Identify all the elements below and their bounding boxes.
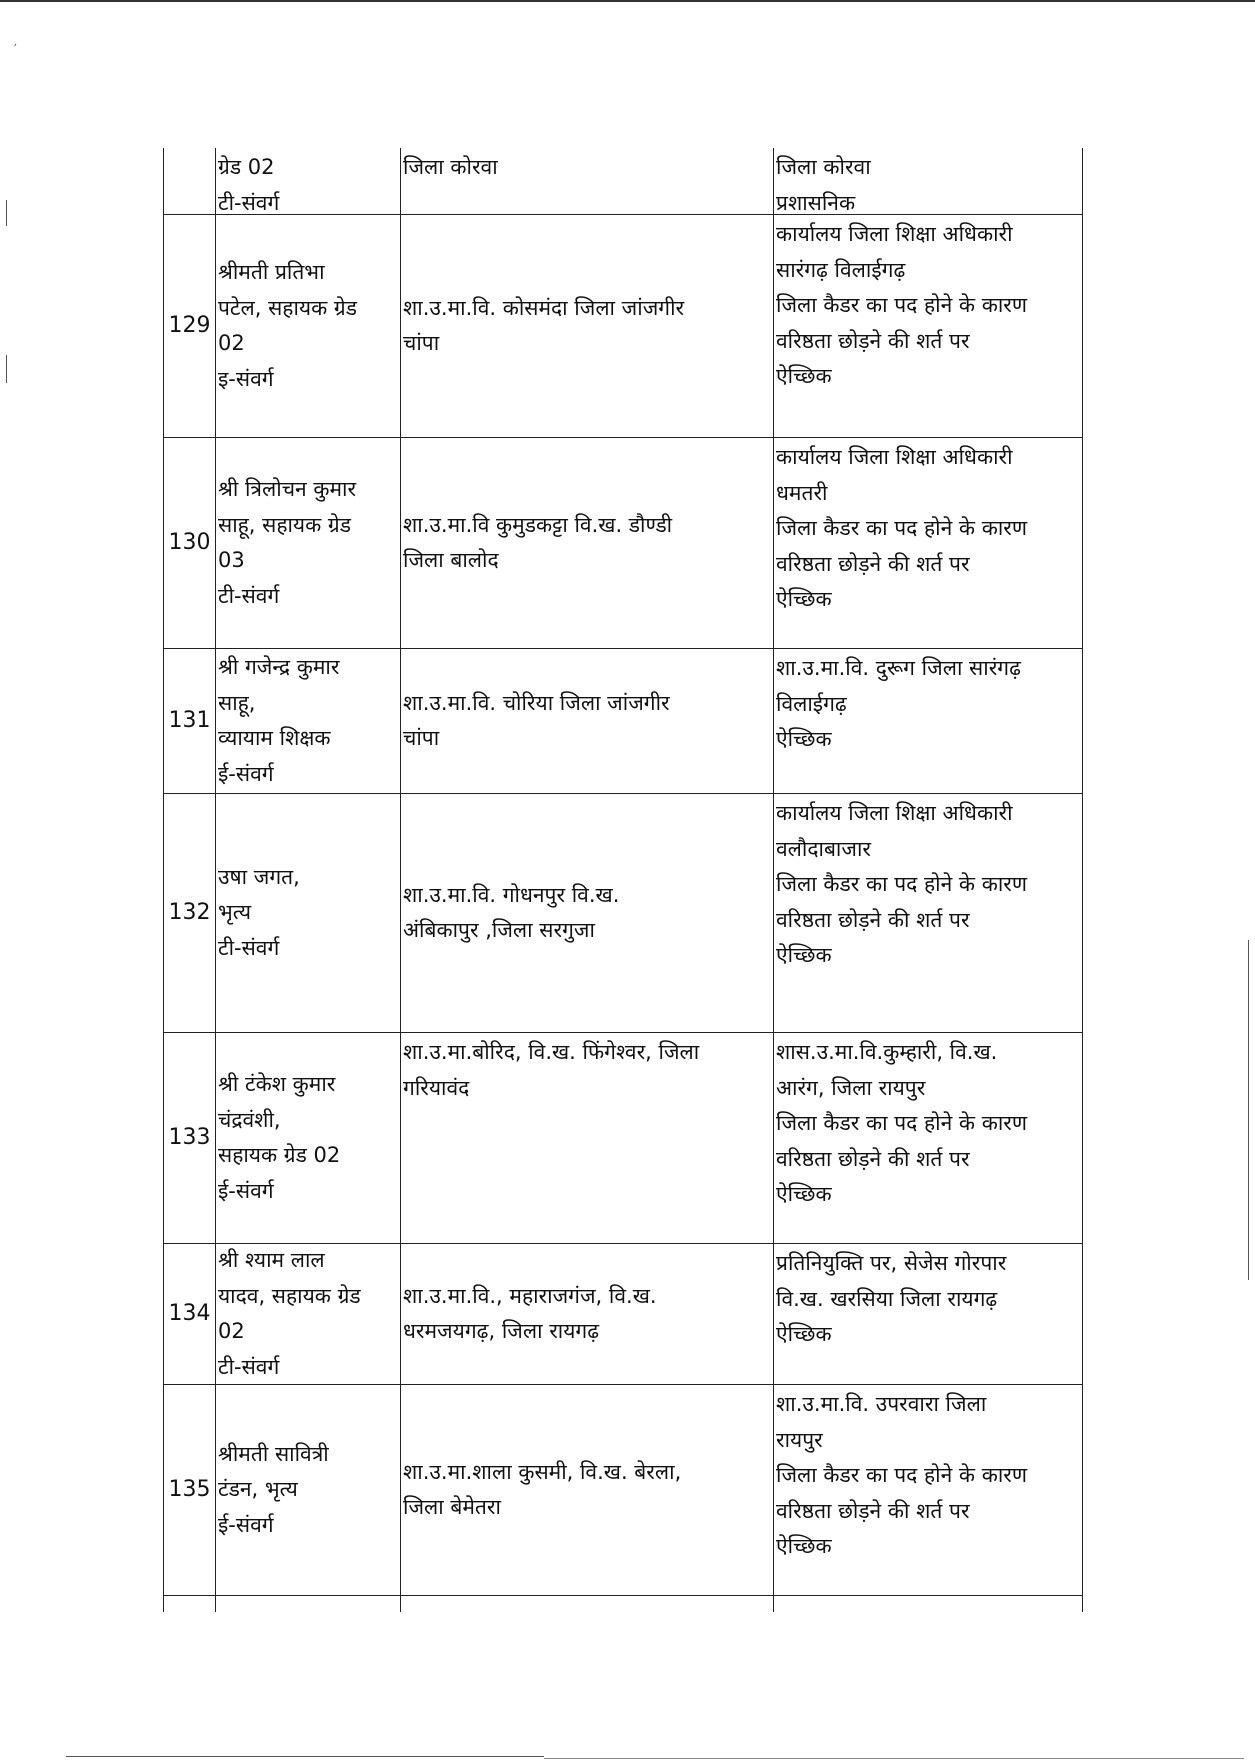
employee-name-cell xyxy=(216,1244,401,1384)
employee-name-cell-text: श्री गजेन्द्र कुमार साहू, व्यायाम शिक्षक ई-संवर्ग xyxy=(218,655,340,786)
current-posting-cell-text: शा.उ.मा.वि., महाराजगंज, वि.ख. धरमजयगढ़, जिला रायगढ़ xyxy=(403,1283,657,1343)
new-posting-cell xyxy=(774,1033,1083,1243)
transfer-table xyxy=(163,148,1083,1612)
current-posting-cell xyxy=(401,649,774,793)
table-row xyxy=(163,215,1083,438)
serial-number-cell-text: 130 xyxy=(168,530,211,556)
margin-mark: ′ xyxy=(14,42,17,56)
table-row xyxy=(163,649,1083,794)
employee-name-cell-text: श्री टंकेश कुमार चंद्रवंशी, सहायक ग्रेड 02 ई-संवर्ग xyxy=(218,1072,341,1203)
current-posting-cell xyxy=(401,215,774,437)
current-posting-cell xyxy=(401,1385,774,1595)
table-row xyxy=(163,148,1083,215)
new-posting-cell xyxy=(774,794,1083,1032)
employee-name-cell xyxy=(216,794,401,1032)
serial-number-cell-text: 135 xyxy=(168,1477,211,1503)
serial-number-cell-text: 131 xyxy=(168,708,211,734)
current-posting-cell-text: शा.उ.मा.वि कुमुडकट्टा वि.ख. डौण्डी जिला बालोद xyxy=(403,512,673,572)
serial-number-cell xyxy=(163,1244,216,1384)
top-border-line xyxy=(0,0,1255,2)
new-posting-cell xyxy=(774,1385,1083,1595)
current-posting-cell xyxy=(401,1033,774,1243)
new-posting-cell xyxy=(774,1244,1083,1384)
serial-number-cell-text: 133 xyxy=(168,1125,211,1151)
current-posting-cell-text: शा.उ.मा.वि. चोरिया जिला जांजगीर चांपा xyxy=(403,690,670,750)
continuation-cell xyxy=(163,1596,216,1612)
current-posting-cell xyxy=(401,1244,774,1384)
scan-edge-mark xyxy=(1248,940,1249,1280)
employee-name-cell-text: ग्रेड 02 टी-संवर्ग xyxy=(218,155,280,214)
employee-name-cell xyxy=(216,1033,401,1243)
new-posting-cell-text: शा.उ.मा.वि. उपरवारा जिला रायपुर जिला कैडर का पद होने के कारण वरिष्ठता छोड़ने की शर्त पर ऐच्छिक xyxy=(776,1392,1028,1558)
serial-number-cell-text: 129 xyxy=(168,313,211,339)
serial-number-cell xyxy=(163,148,216,214)
new-posting-cell-text: कार्यालय जिला शिक्षा अधिकारी वलौदाबाजार जिला कैडर का पद होने के कारण वरिष्ठता छोड़ने की शर्त पर ऐच्छिक xyxy=(776,801,1028,967)
serial-number-cell xyxy=(163,1033,216,1243)
new-posting-cell xyxy=(774,215,1083,437)
employee-name-cell-text: श्रीमती सावित्री टंडन, भृत्य ई-संवर्ग xyxy=(218,1441,329,1537)
current-posting-cell-text: शा.उ.मा.वि. गोधनपुर वि.ख. अंबिकापुर ,जिला सरगुजा xyxy=(403,882,620,942)
table-row xyxy=(163,794,1083,1033)
employee-name-cell xyxy=(216,649,401,793)
serial-number-cell-text: 132 xyxy=(168,900,211,926)
new-posting-cell xyxy=(774,649,1083,793)
new-posting-cell-text: शा.उ.मा.वि. दुरूग जिला सारंगढ़ विलाईगढ़ ऐच्छिक xyxy=(776,656,1021,751)
employee-name-cell xyxy=(216,215,401,437)
new-posting-cell-text: कार्यालय जिला शिक्षा अधिकारी धमतरी जिला कैडर का पद होने के कारण वरिष्ठता छोड़ने की शर्त पर ऐच्छिक xyxy=(776,445,1028,611)
current-posting-cell-text: शा.उ.मा.शाला कुसमी, वि.ख. बेरला, जिला बेमेतरा xyxy=(403,1459,682,1519)
current-posting-cell xyxy=(401,148,774,214)
employee-name-cell-text: श्री त्रिलोचन कुमार साहू, सहायक ग्रेड 03 टी-संवर्ग xyxy=(218,477,357,608)
new-posting-cell-text: शास.उ.मा.वि.कुम्हारी, वि.ख. आरंग, जिला रायपुर जिला कैडर का पद होने के कारण वरिष्ठता छोड़ने की शर्त पर ऐच्छिक xyxy=(776,1040,1028,1206)
current-posting-cell xyxy=(401,794,774,1032)
new-posting-cell xyxy=(774,438,1083,648)
table-continuation xyxy=(163,1596,1083,1612)
continuation-cell xyxy=(774,1596,1083,1612)
employee-name-cell-text: श्रीमती प्रतिभा पटेल, सहायक ग्रेड 02 इ-संवर्ग xyxy=(218,260,357,391)
new-posting-cell xyxy=(774,148,1083,214)
scan-edge-mark xyxy=(6,355,7,383)
current-posting-cell-text: जिला कोरवा xyxy=(403,155,498,179)
table-row xyxy=(163,1385,1083,1596)
employee-name-cell-text: श्री श्याम लाल यादव, सहायक ग्रेड 02 टी-संवर्ग xyxy=(218,1248,361,1379)
employee-name-cell xyxy=(216,1385,401,1595)
table-row xyxy=(163,1033,1083,1244)
employee-name-cell-text: उषा जगत, भृत्य टी-संवर्ग xyxy=(218,864,300,960)
continuation-cell xyxy=(216,1596,401,1612)
table-row xyxy=(163,1244,1083,1385)
serial-number-cell xyxy=(163,649,216,793)
current-posting-cell-text: शा.उ.मा.वि. कोसमंदा जिला जांजगीर चांपा xyxy=(403,295,685,355)
new-posting-cell-text: प्रतिनियुक्ति पर, सेजेस गोरपार वि.ख. खरसिया जिला रायगढ़ ऐच्छिक xyxy=(776,1251,1007,1346)
serial-number-cell-text: 134 xyxy=(168,1301,211,1327)
current-posting-cell-text: शा.उ.मा.बोरिद, वि.ख. फिंगेश्वर, जिला गरियावंद xyxy=(403,1040,700,1100)
serial-number-cell xyxy=(163,1385,216,1595)
serial-number-cell xyxy=(163,794,216,1032)
footer-line xyxy=(66,1756,544,1757)
current-posting-cell xyxy=(401,438,774,648)
scan-edge-mark xyxy=(6,200,7,226)
employee-name-cell xyxy=(216,438,401,648)
new-posting-cell-text: जिला कोरवा प्रशासनिक xyxy=(776,155,871,214)
employee-name-cell xyxy=(216,148,401,214)
footer-line xyxy=(544,1758,1244,1759)
table-row xyxy=(163,438,1083,649)
continuation-cell xyxy=(401,1596,774,1612)
serial-number-cell xyxy=(163,215,216,437)
new-posting-cell-text: कार्यालय जिला शिक्षा अधिकारी सारंगढ़ विलाईगढ़ जिला कैडर का पद होने के कारण वरिष्ठता छोड़ने की शर्त पर ऐच्छिक xyxy=(776,222,1028,388)
serial-number-cell xyxy=(163,438,216,648)
